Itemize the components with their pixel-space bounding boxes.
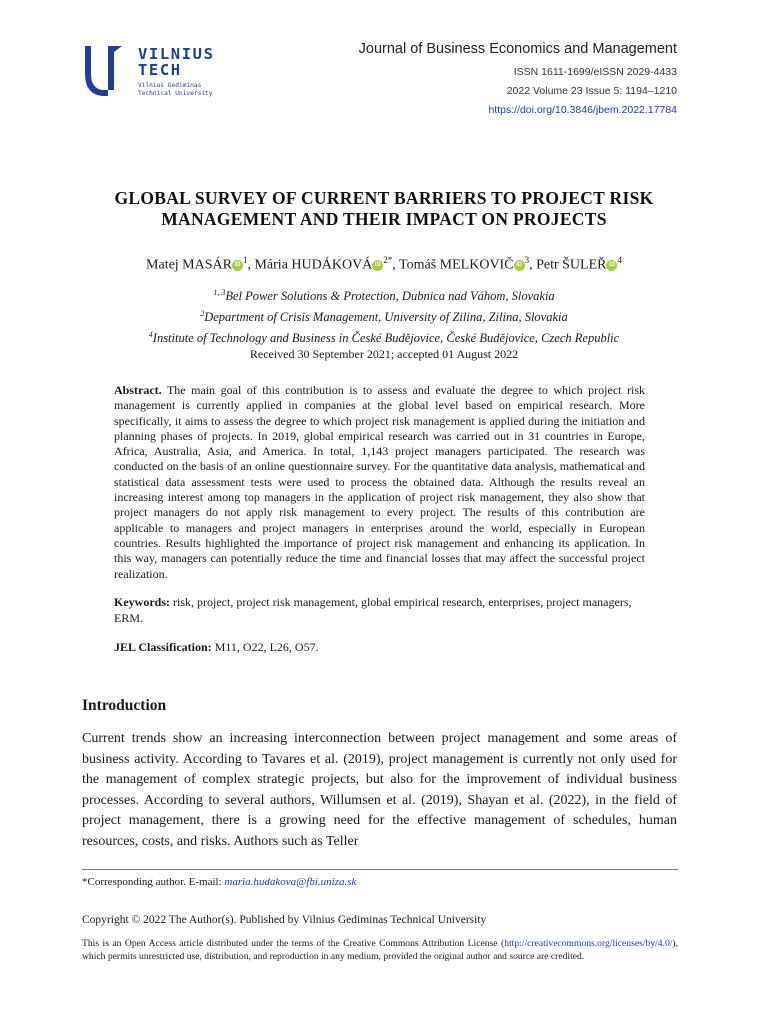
abstract-label: Abstract. [114,383,162,397]
license-link[interactable]: http://creativecommons.org/licenses/by/4.0/ [504,938,673,949]
jel-classification [114,640,319,655]
vilnius-tech-logo-mark [82,44,126,100]
journal-info [359,40,677,120]
author-affiliation-mark: 1 [242,255,248,265]
university-logo [82,44,242,100]
orcid-icon[interactable]: iD [514,260,525,271]
issn: ISSN 1611-1699/eISSN 2029-4433 [513,66,677,78]
volume-issue: 2022 Volume 23 Issue 5: 1194–1210 [506,85,677,97]
journal-name: Journal of Business Economics and Management [358,41,677,57]
section-heading-introduction: Introduction [82,697,167,714]
license-notice: This is an Open Access article distributed under the terms of the Creative Commons Attribution License (http://creativecommons.org/licenses/by/4.0/), which permits unrestricted use, distribution, and reproduction in any medium, provided the original author and source are credited. [82,938,678,962]
orcid-icon[interactable]: iD [232,260,243,271]
received-dates: Received 30 September 2021; accepted 01 August 2022 [249,347,519,361]
affiliations [0,284,768,347]
author-affiliation-mark: 4 [617,255,622,265]
logo-subtitle: Vilnius Gediminas Technical University [138,82,213,97]
author-separator: , [247,257,255,273]
jel-text: M11, O22, L26, O57. [214,640,319,654]
corresponding-footnote: *Corresponding author. E-mail: maria.hudakova@fbi.uniza.sk [82,876,357,888]
author-separator: , [529,257,537,273]
abstract [114,383,645,582]
copyright-notice: Copyright © 2022 The Author(s). Published by Vilnius Gediminas Technical University [82,914,487,926]
author-name: Matej MASÁR [146,257,232,273]
keywords-text: risk, project, project risk management, global empirical research, enterprises, project managers, ERM. [114,595,632,625]
email-link[interactable]: maria.hudakova@fbi.uniza.sk [224,876,357,888]
author-separator: , [392,257,400,273]
introduction-paragraph: Current trends show an increasing interconnection between project management and some areas of business activity. According to Tavares et al. (2019), project management is currently not only used for the management of complex strategic projects, but also for the improvement of individual business processes. According to several authors, Willumsen et al. (2019), Shayan et al. (2022), in the field of project management, there is a growing need for the effective management of schedules, human resources, costs, and risks. Authors such as Teller [82,731,677,849]
keywords [114,595,645,626]
author-affiliation-mark: 2* [383,255,393,265]
affiliation-line: $^4$Institute of Technology and Business in České Budějovice, České Budějovice, Czech Republic [148,330,620,346]
author-name: Petr ŠULEŘ [536,257,607,273]
keywords-label: Keywords: [114,595,170,609]
doi-link[interactable]: https://doi.org/10.3846/jbem.2022.17784 [488,104,677,116]
affiliation-line: $^2$Department of Crisis Management, University of Zilina, Zilina, Slovakia [200,309,568,325]
author-name: Tomáš MELKOVIČ [399,257,514,273]
affiliation-line: $^{1, 3}$Bel Power Solutions & Protection, Dubnica nad Váhom, Slovakia [213,288,555,304]
footnote-divider [82,869,678,870]
logo-wordmark: VILNIUS TECH [138,45,215,79]
jel-label: JEL Classification: [114,640,212,654]
abstract-text: The main goal of this contribution is to assess and evaluate the degree to which project risk management is currently applied in companies at the global level based on empirical research. More specifically, it aims to assess the degree to which project risk management is applied during the initiation and planning phases of projects. In 2019, global empirical research was carried out in 31 countries in Europe, Africa, Australia, Asia, and America. In total, 1,143 project managers participated. The research was conducted on the basis of an online questionnaire survey. For the quantitative data analysis, mathematical and statistical data assessment tests were used to process the obtained data. Although the results reveal an increasing interest among top managers in the application of project risk management, they also show that project managers do not apply risk management to every project. The results of this contribution are applicable to managers and project managers in enterprises around the world, especially in European countries. Results highlighted the importance of project risk management and enhancing its application. In this way, managers can potentially reduce the time and financial losses that may affect the successful project realization. [114,383,645,581]
author-name: Mária HUDÁKOVÁ [254,257,373,273]
article-title: GLOBAL SURVEY OF CURRENT BARRIERS TO PROJECT RISK MANAGEMENT AND THEIR IMPACT ON PROJECTS [114,188,654,229]
orcid-icon[interactable]: iD [606,260,617,271]
orcid-icon[interactable]: iD [372,260,383,271]
author-list [0,255,768,274]
author-affiliation-mark: 3 [524,255,530,265]
